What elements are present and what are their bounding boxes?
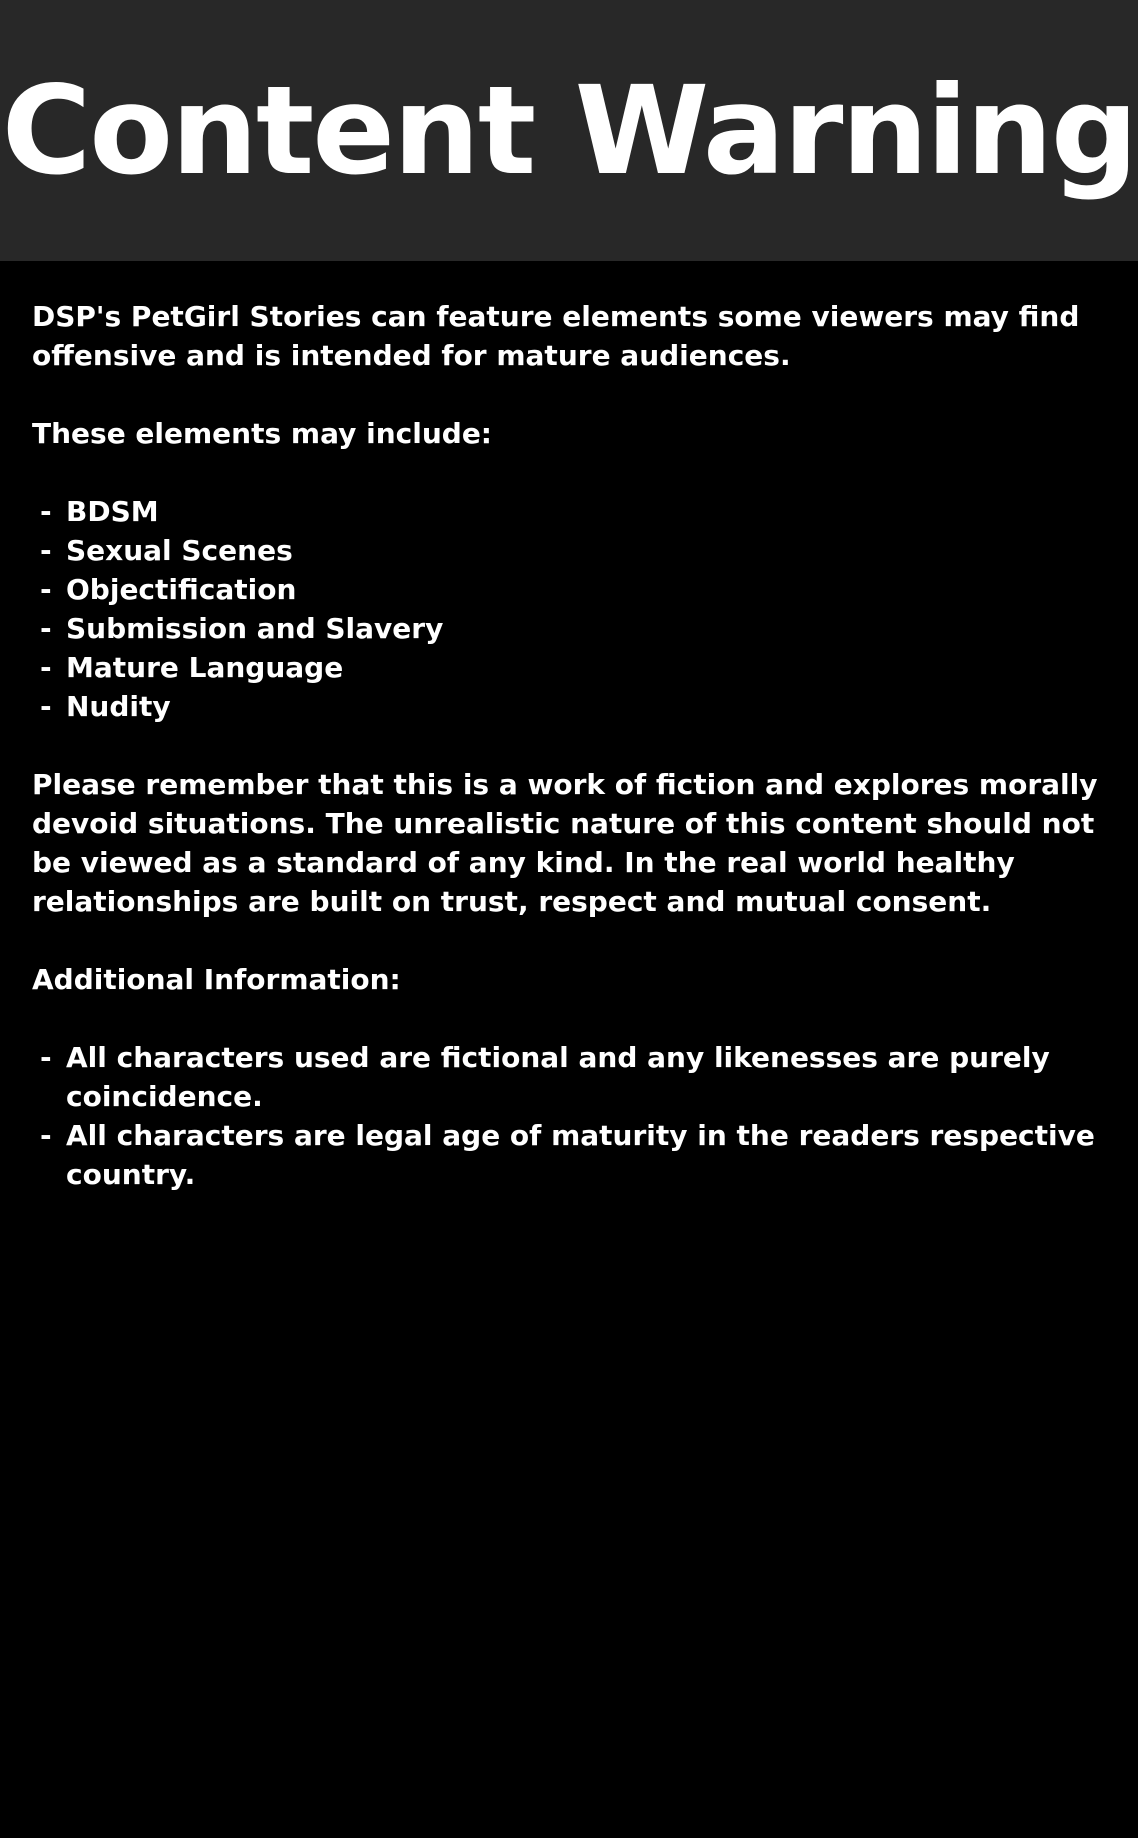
header-banner (0, 0, 1138, 261)
spacer (32, 375, 1106, 414)
bullet-dash: - (40, 573, 52, 606)
elements-list (32, 492, 1106, 726)
bullet-dash: - (40, 690, 52, 723)
additional-list (32, 1038, 1106, 1194)
list-item: - All characters used are fictional and any likenesses are purely coincidence. (32, 1038, 1106, 1116)
bullet-dash: - (40, 534, 52, 567)
intro-paragraph: DSP's PetGirl Stories can feature elements some viewers may find offensive and is intended for mature audiences. (32, 300, 1080, 372)
spacer (32, 921, 1106, 960)
bullet-dash: - (40, 1041, 52, 1074)
list-item: - Nudity (32, 687, 1106, 726)
additional-heading: Additional Information: (32, 963, 401, 996)
page-title: Content Warning (1, 59, 1137, 202)
bullet-dash: - (40, 495, 52, 528)
spacer (32, 726, 1106, 765)
reminder-paragraph: Please remember that this is a work of fiction and explores morally devoid situations. The unrealistic nature of this content should not be viewed as a standard of any kind. In the real world healthy relationships are built on trust, respect and mutual consent. (32, 768, 1098, 918)
bullet-dash: - (40, 1119, 52, 1152)
spacer (32, 453, 1106, 492)
bullet-dash: - (40, 651, 52, 684)
list-item: - Sexual Scenes (32, 531, 1106, 570)
elements-heading: These elements may include: (32, 417, 493, 450)
list-item: - BDSM (32, 492, 1106, 531)
list-item: - Mature Language (32, 648, 1106, 687)
warning-body (0, 261, 1138, 1194)
spacer (32, 999, 1106, 1038)
bullet-dash: - (40, 612, 52, 645)
list-item: - All characters are legal age of maturity in the readers respective country. (32, 1116, 1106, 1194)
list-item: - Objectification (32, 570, 1106, 609)
list-item: - Submission and Slavery (32, 609, 1106, 648)
